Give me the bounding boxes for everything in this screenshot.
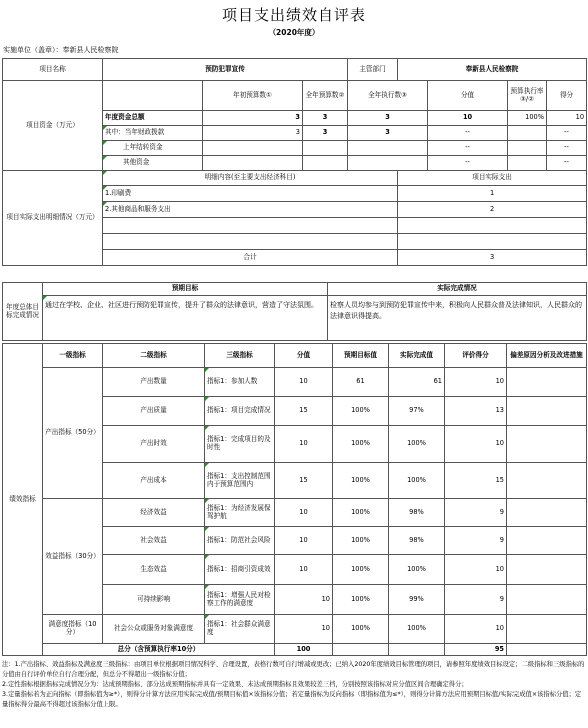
level2-cell: 产出质量 bbox=[103, 397, 205, 426]
hdr-score: 分值 bbox=[275, 344, 333, 368]
get-cell: 10 bbox=[445, 426, 507, 463]
total-blank bbox=[389, 644, 445, 656]
notes bbox=[2, 660, 586, 710]
funds-rate bbox=[508, 141, 547, 156]
hdr-actual: 实际完成值 bbox=[389, 344, 445, 368]
get-cell: 9 bbox=[445, 499, 507, 527]
col-rate: 预算执行率③/② bbox=[508, 81, 547, 111]
page-title: 项目支出绩效自评表 bbox=[221, 6, 366, 24]
indicators-table bbox=[2, 343, 587, 656]
actual-cell: 100% bbox=[389, 426, 445, 463]
funds-score: -- bbox=[428, 156, 508, 171]
score-cell: 10 bbox=[275, 555, 333, 585]
target-cell: 100% bbox=[333, 397, 389, 426]
level3-cell: 指标1：增强人民对检察工作的满意度 bbox=[205, 585, 275, 615]
total-get: 95 bbox=[445, 644, 507, 656]
score-cell: 10 bbox=[275, 368, 333, 397]
funds-blank bbox=[103, 81, 203, 111]
reason-cell bbox=[507, 555, 587, 585]
target-cell: 100% bbox=[333, 426, 389, 463]
funds-initial: 3 bbox=[203, 126, 303, 141]
score-cell: 10 bbox=[275, 615, 333, 644]
detail-item: 2.其他商品和服务支出 bbox=[103, 202, 398, 218]
level1-benefit: 效益指标（30分） bbox=[43, 499, 103, 615]
actual-cell: 97% bbox=[389, 397, 445, 426]
goals-col-actual: 实际完成情况 bbox=[328, 283, 587, 296]
get-cell: 15 bbox=[445, 463, 507, 499]
level2-cell: 可持续影响 bbox=[103, 585, 205, 615]
target-cell: 100% bbox=[333, 527, 389, 555]
hdr-get: 评价得分 bbox=[445, 344, 507, 368]
reason-cell bbox=[507, 368, 587, 397]
detail-total: 3 bbox=[398, 250, 587, 266]
actual-cell: 100% bbox=[389, 615, 445, 644]
unit-label: 实施单位（盖章）：奉新县人民检察院 bbox=[3, 46, 119, 54]
col-score: 分值 bbox=[428, 81, 508, 111]
goals-table bbox=[2, 282, 587, 341]
detail-amount bbox=[398, 218, 587, 234]
detail-col-item: 明细内容(至主要支出经济科目) bbox=[103, 171, 398, 186]
project-name-label: 项目名称 bbox=[3, 59, 103, 81]
get-cell: 10 bbox=[445, 615, 507, 644]
level2-cell: 生态效益 bbox=[103, 555, 205, 585]
basic-info-table bbox=[2, 58, 587, 266]
score-cell: 10 bbox=[275, 499, 333, 527]
funds-score: 10 bbox=[428, 111, 508, 126]
detail-item: 1.印刷费 bbox=[103, 186, 398, 202]
score-cell: 10 bbox=[275, 527, 333, 555]
hdr-level2: 二级指标 bbox=[103, 344, 205, 368]
indicators-side-label: 绩效指标 bbox=[3, 344, 43, 656]
level3-cell: 指标1：为经济发展保驾护航 bbox=[205, 499, 275, 527]
year-label: （2020年度） bbox=[268, 28, 320, 37]
reason-cell bbox=[507, 426, 587, 463]
level2-cell: 产出成本 bbox=[103, 463, 205, 499]
get-cell: 9 bbox=[445, 527, 507, 555]
col-initial: 年初预算数① bbox=[203, 81, 303, 111]
detail-amount: 2 bbox=[398, 202, 587, 218]
detail-label: 项目实际支出明细情况（万元） bbox=[3, 171, 103, 266]
actual-cell: 99% bbox=[389, 585, 445, 615]
get-cell: 10 bbox=[445, 555, 507, 585]
detail-amount: 1 bbox=[398, 186, 587, 202]
level2-cell: 产出数量 bbox=[103, 368, 205, 397]
score-cell: 15 bbox=[275, 463, 333, 499]
score-cell: 10 bbox=[275, 426, 333, 463]
funds-rate: 100% bbox=[508, 111, 547, 126]
level2-cell: 社会效益 bbox=[103, 527, 205, 555]
goals-target: 通过在学校、企业、社区进行预防犯罪宣传，提升了群众的法律意识，营造了守法氛围。 bbox=[43, 296, 328, 341]
total-label: 总分（含预算执行率10分） bbox=[43, 644, 275, 656]
reason-cell bbox=[507, 499, 587, 527]
actual-cell: 98% bbox=[389, 499, 445, 527]
score-cell: 10 bbox=[275, 585, 333, 615]
note-line: 注：1.产出指标、效益指标及满意度三级指标：由项目单位根据项目情况科学、合理设置，表格行数可自行增减或更改；已纳入2020年度绩效目标管理的项目，请参照年度绩效目标设定；二级指标和三级指标的分值由自行评价单位自行合理分配，但总分不得超出一级指标分值； bbox=[2, 661, 585, 679]
target-cell: 100% bbox=[333, 555, 389, 585]
get-cell: 9 bbox=[445, 585, 507, 615]
hdr-reason: 偏差原因分析及改进措施 bbox=[507, 344, 587, 368]
actual-cell: 61 bbox=[389, 368, 445, 397]
funds-get: 10 bbox=[547, 111, 587, 126]
funds-row-label: 上年结转资金 bbox=[103, 141, 203, 156]
hdr-level3: 三级指标 bbox=[205, 344, 275, 368]
hdr-target: 预期目标值 bbox=[333, 344, 389, 368]
actual-cell: 98% bbox=[389, 527, 445, 555]
goals-actual: 检察人员均参与到预防犯罪宣传中来，积极向人民群众普及法律知识，人民群众的法律意识得提高。 bbox=[328, 296, 587, 341]
funds-label: 项目资金（万元） bbox=[3, 81, 103, 171]
col-full: 全年预算数② bbox=[303, 81, 348, 111]
funds-score: -- bbox=[428, 126, 508, 141]
level2-cell: 产出时效 bbox=[103, 426, 205, 463]
funds-exec: 3 bbox=[348, 111, 428, 126]
funds-exec: 3 bbox=[348, 126, 428, 141]
level2-cell: 经济效益 bbox=[103, 499, 205, 527]
note-line: 2.定性指标根据指标完成情况分为：达成预期指标、部分达成预期指标并具有一定效果、未达成预期指标且效果较差三档，分别按照该指标对应分值区间合理确定得分； bbox=[2, 681, 468, 689]
dept-value: 奉新县人民检察院 bbox=[398, 59, 587, 81]
funds-get: -- bbox=[547, 126, 587, 141]
detail-col-amount: 项目实际支出 bbox=[398, 171, 587, 186]
level3-cell: 指标1：完成项目的及时性 bbox=[205, 426, 275, 463]
funds-initial: 3 bbox=[203, 111, 303, 126]
level1-output: 产出指标（50分） bbox=[43, 368, 103, 499]
target-cell: 100% bbox=[333, 499, 389, 527]
funds-row-label: 其他资金 bbox=[103, 156, 203, 171]
funds-row-label: 年度资金总额 bbox=[103, 111, 203, 126]
total-blank bbox=[507, 644, 587, 656]
funds-exec bbox=[348, 141, 428, 156]
level3-cell: 指标1：招商引资成效 bbox=[205, 555, 275, 585]
goals-label: 年度总体目标完成情况 bbox=[3, 283, 43, 341]
detail-item bbox=[103, 218, 398, 234]
level3-cell: 指标1：社会群众满意度 bbox=[205, 615, 275, 644]
total-score: 100 bbox=[275, 644, 333, 656]
dept-label: 主管部门 bbox=[348, 59, 398, 81]
get-cell: 13 bbox=[445, 397, 507, 426]
level3-cell: 指标1：防范社会风险 bbox=[205, 527, 275, 555]
funds-full: 3 bbox=[303, 126, 348, 141]
actual-cell: 100% bbox=[389, 555, 445, 585]
level1-satisfaction: 满意度指标（10分） bbox=[43, 615, 103, 644]
target-cell: 100% bbox=[333, 463, 389, 499]
funds-get: -- bbox=[547, 141, 587, 156]
level3-cell: 指标1：项目完成情况 bbox=[205, 397, 275, 426]
funds-exec bbox=[348, 156, 428, 171]
get-cell: 10 bbox=[445, 368, 507, 397]
actual-cell: 100% bbox=[389, 463, 445, 499]
funds-rate bbox=[508, 156, 547, 171]
reason-cell bbox=[507, 585, 587, 615]
target-cell: 61 bbox=[333, 368, 389, 397]
detail-total-label: 合计 bbox=[103, 250, 398, 266]
level3-cell: 指标1：支出控制范围内于预算范围内 bbox=[205, 463, 275, 499]
col-get: 得分 bbox=[547, 81, 587, 111]
funds-full bbox=[303, 156, 348, 171]
funds-full: 3 bbox=[303, 111, 348, 126]
col-exec: 全年执行数③ bbox=[348, 81, 428, 111]
reason-cell bbox=[507, 397, 587, 426]
funds-rate bbox=[508, 126, 547, 141]
funds-initial bbox=[203, 156, 303, 171]
total-blank bbox=[333, 644, 389, 656]
detail-item bbox=[103, 234, 398, 250]
funds-initial bbox=[203, 141, 303, 156]
score-cell: 15 bbox=[275, 397, 333, 426]
target-cell: 100% bbox=[333, 615, 389, 644]
funds-row-label: 其中：当年财政拨款 bbox=[103, 126, 203, 141]
level3-cell: 指标1：参加人数 bbox=[205, 368, 275, 397]
reason-cell bbox=[507, 527, 587, 555]
note-line: 3.定量指标若为正向指标（即指标值为≥*），则得分计算方法应用实际完成值/预期目标值×该指标分值；若定量指标为反向指标（即指标值为≤*），则得分计算方法应用预期目标值/实际完成值×该指标分值；定量指标得分最高不得超过该指标分值上限。 bbox=[2, 691, 582, 709]
hdr-level1: 一级指标 bbox=[43, 344, 103, 368]
reason-cell bbox=[507, 463, 587, 499]
goals-col-target: 预期目标 bbox=[43, 283, 328, 296]
level2-cell: 社会公众或服务对象满意度 bbox=[103, 615, 205, 644]
reason-cell bbox=[507, 615, 587, 644]
project-name: 预防犯罪宣传 bbox=[103, 59, 348, 81]
funds-get: -- bbox=[547, 156, 587, 171]
funds-score: -- bbox=[428, 141, 508, 156]
target-cell: 100% bbox=[333, 585, 389, 615]
detail-amount bbox=[398, 234, 587, 250]
funds-full bbox=[303, 141, 348, 156]
